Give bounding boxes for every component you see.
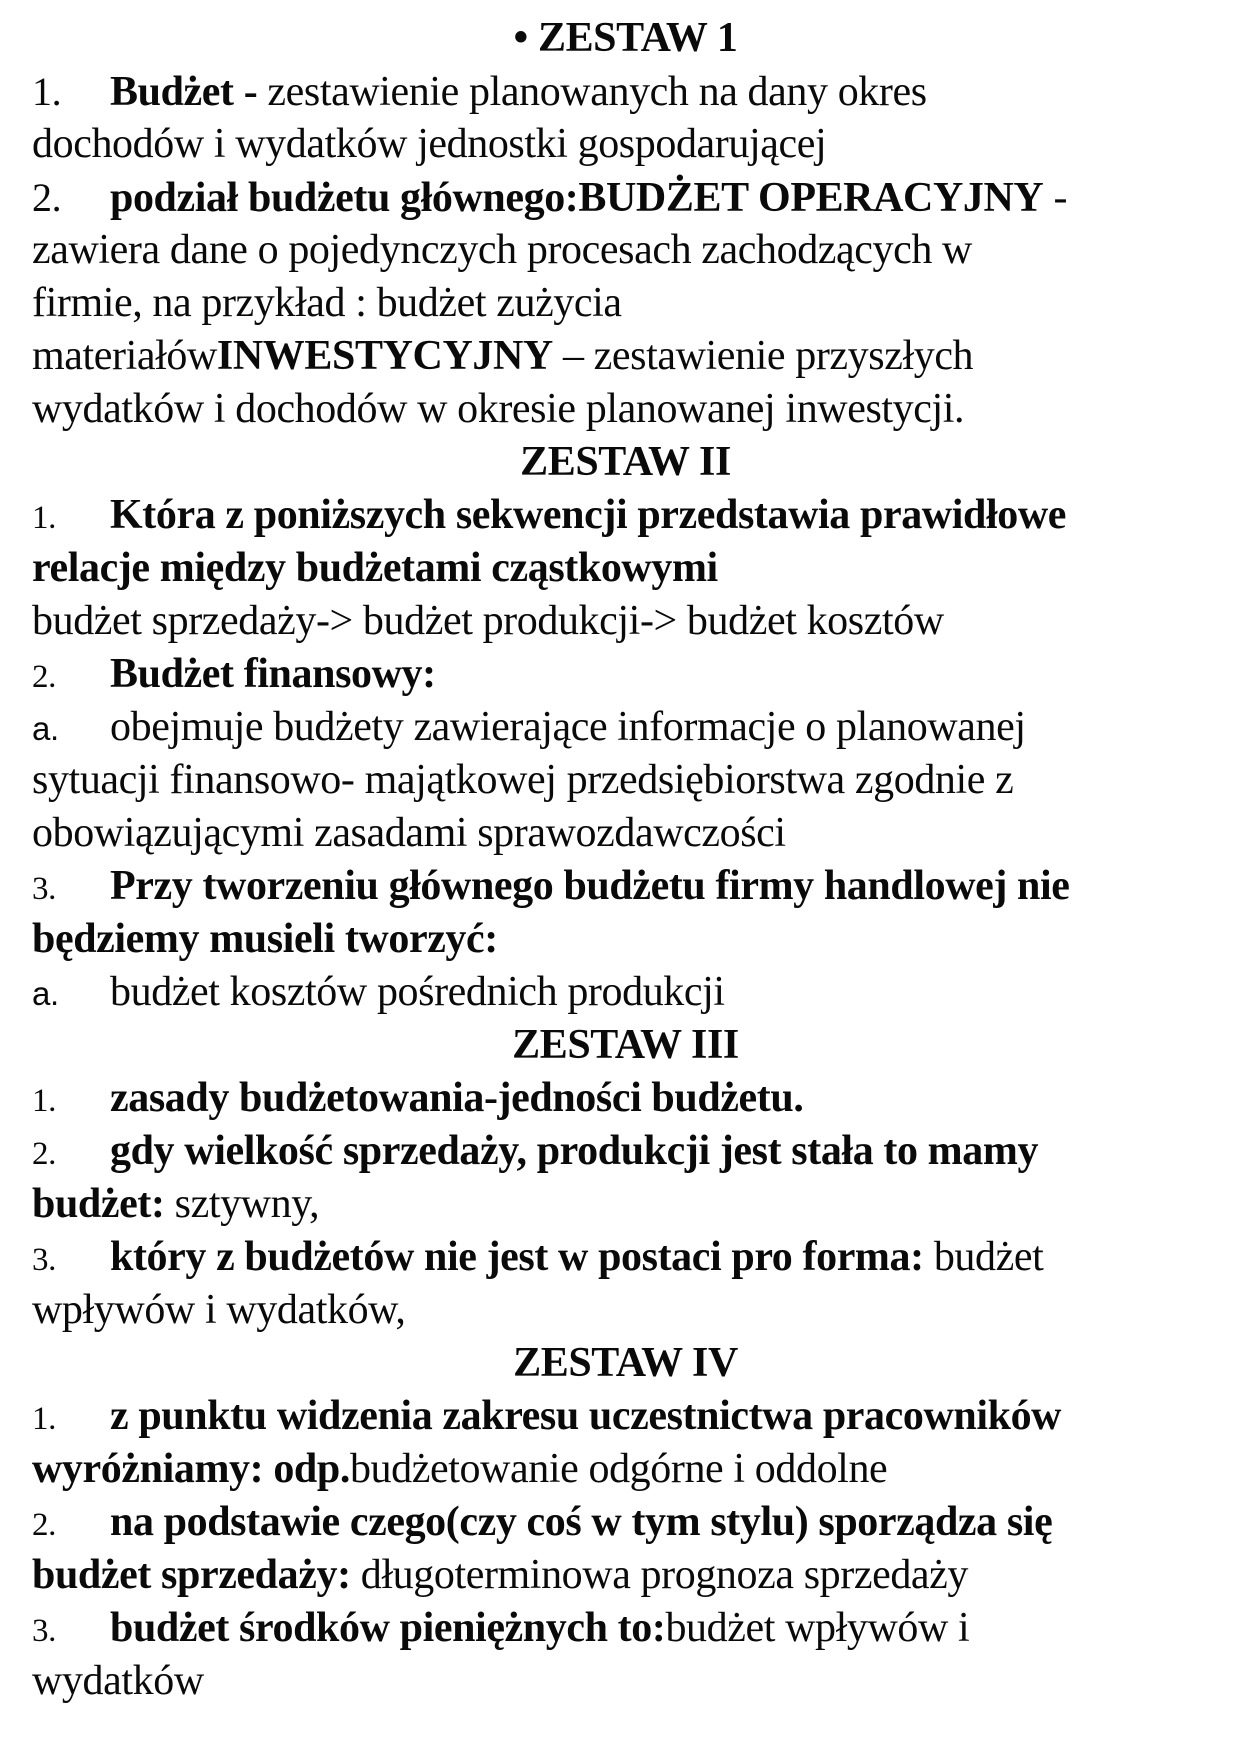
text-line [32,330,1219,383]
text-line [32,224,1219,277]
text-line [32,1443,1219,1496]
text-segment: firmie, na przykład : budżet zużycia [32,280,622,326]
text-segment: INWESTYCYJNY [216,333,553,379]
list-marker: 1. [32,500,56,536]
text-segment: wydatków i dochodów w okresie planowanej inwestycji. [32,386,965,432]
text-segment: budżet sprzedaży-> budżet produkcji-> budżet kosztów [32,598,944,644]
text-segment: wydatków [32,1658,204,1704]
text-segment: Budżet finansowy: [110,651,436,697]
text-segment: Przy tworzeniu głównego budżetu firmy handlowej nie [110,863,1070,909]
text-line [32,754,1219,807]
text-line [32,118,1219,171]
text-segment: podział budżetu głównego:BUDŻET OPERACYJNY [110,175,1044,221]
text-line [32,65,1219,118]
text-line [32,913,1219,966]
text-segment: ZESTAW IV [513,1340,738,1386]
text-line [32,1549,1219,1602]
text-line [32,489,1219,542]
text-segment: długoterminowa prognoza sprzedaży [350,1552,969,1598]
text-segment: – zestawienie przyszłych [552,333,974,379]
text-segment: materiałów [32,333,217,379]
text-segment: relacje między budżetami cząstkowymi [32,545,718,591]
text-segment: - [1043,175,1068,221]
text-line [32,1178,1219,1231]
list-marker: 1. [32,1401,56,1437]
list-marker: 2. [32,659,56,695]
text-segment: budżet: [32,1181,165,1227]
text-segment: zawiera dane o pojedynczych procesach zachodzących w [32,227,972,273]
list-marker: 2. [32,1136,56,1172]
text-segment: budżet sprzedaży: [32,1552,351,1598]
text-line [32,383,1219,436]
text-segment: sztywny, [164,1181,320,1227]
section-heading [32,436,1219,489]
text-segment: zestawienie planowanych na dany okres [267,69,927,115]
text-segment: sytuacji finansowo- majątkowej przedsiębiorstwa zgodnie z [32,757,1014,803]
text-line [32,542,1219,595]
text-segment: Budżet - [110,69,268,115]
text-segment: budżet [923,1234,1044,1280]
text-line [32,807,1219,860]
list-marker: 3. [32,1242,56,1278]
text-segment: wpływów i wydatków, [32,1287,406,1333]
text-line [32,171,1219,224]
text-line [32,701,1219,754]
text-line [32,1390,1219,1443]
text-line [32,595,1219,648]
text-line [32,648,1219,701]
text-line [32,1125,1219,1178]
list-marker: a. [32,710,59,747]
section-heading [32,12,1219,65]
list-marker: 1. [32,69,62,114]
text-segment: budżetowanie odgórne i oddolne [349,1446,888,1492]
text-line [32,1284,1219,1337]
text-segment: budżet środków pieniężnych to: [110,1605,666,1651]
text-line [32,1496,1219,1549]
list-marker: 2. [32,175,62,220]
text-segment: ZESTAW III [512,1022,739,1068]
text-segment: ZESTAW II [520,439,731,485]
list-marker: a. [32,975,59,1012]
section-heading [32,1337,1219,1390]
text-segment: Która z poniższych sekwencji przedstawia prawidłowe [110,492,1066,538]
text-segment: • ZESTAW 1 [513,15,738,61]
section-heading [32,1019,1219,1072]
text-segment: budżet wpływów i [665,1605,970,1651]
text-line [32,1231,1219,1284]
text-segment: który z budżetów nie jest w postaci pro forma: [110,1234,924,1280]
text-segment: dochodów i wydatków jednostki gospodarującej [32,121,827,167]
text-segment: będziemy musieli tworzyć: [32,916,498,962]
list-marker: 1. [32,1083,56,1119]
list-marker: 3. [32,871,56,907]
text-segment: zasady budżetowania-jedności budżetu. [110,1075,804,1121]
text-line [32,1072,1219,1125]
text-line [32,277,1219,330]
text-segment: gdy wielkość sprzedaży, produkcji jest stała to mamy [110,1128,1039,1174]
text-line [32,1602,1219,1655]
text-segment: obowiązującymi zasadami sprawozdawczości [32,810,786,856]
text-line [32,966,1219,1019]
text-segment: z punktu widzenia zakresu uczestnictwa pracowników [110,1393,1062,1439]
text-line [32,860,1219,913]
text-segment: budżet kosztów pośrednich produkcji [110,969,725,1015]
list-marker: 3. [32,1613,56,1649]
text-line [32,1655,1219,1708]
text-segment: wyróżniamy: odp. [32,1446,350,1492]
text-segment: na podstawie czego(czy coś w tym stylu) sporządza się [110,1499,1053,1545]
list-marker: 2. [32,1507,56,1543]
text-segment: obejmuje budżety zawierające informacje o planowanej [110,704,1026,750]
